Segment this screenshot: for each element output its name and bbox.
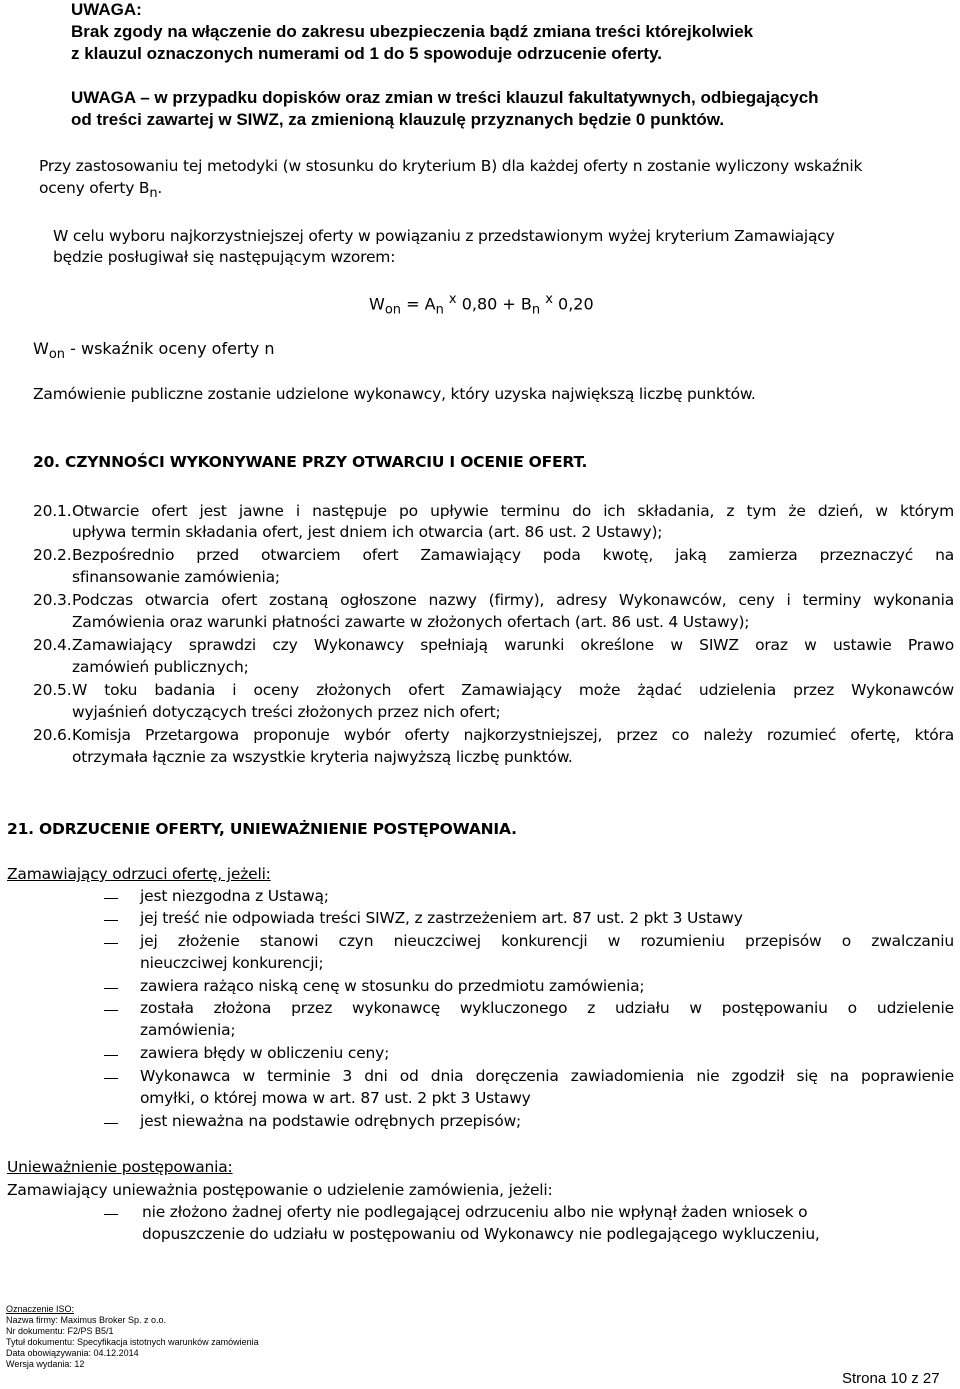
item-text: Podczas otwarcia ofert zostaną ogłoszone nazwy (firmy), adresy Wykonawców, ceny i terminy wykonania (72, 591, 954, 609)
award-statement: Zamówienie publiczne zostanie udzielone wykonawcy, który uzyska największą liczbę punktów. (33, 385, 756, 403)
annul-item: nie złożono żadnej oferty nie podlegającej odrzuceniu albo nie wpłynął żaden wniosek o (142, 1203, 808, 1221)
item-number: 20.4. (33, 636, 72, 654)
intro-line: W celu wyboru najkorzystniejszej oferty w powiązaniu z przedstawionym wyżej kryterium Zamawiający (53, 227, 835, 245)
method-line: Przy zastosowaniu tej metodyki (w stosunku do kryterium B) dla każdej oferty n zostanie wyliczony wskaźnik (39, 157, 863, 175)
dash-bullet (104, 1055, 118, 1056)
reject-item: zawiera błędy w obliczeniu ceny; (140, 1044, 390, 1062)
section-21-heading: 21. ODRZUCENIE OFERTY, UNIEWAŻNIENIE POSTĘPOWANIA. (7, 820, 517, 838)
warning-title: UWAGA: (71, 0, 142, 19)
warning-line: Brak zgody na włączenie do zakresu ubezpieczenia bądź zmiana treści którejkolwiek (71, 22, 754, 41)
item-text: zamówień publicznych; (72, 658, 249, 676)
item-text: otrzymała łącznie za wszystkie kryteria najwyższą liczbę punktów. (72, 748, 573, 766)
footer-date: Data obowiązywania: 04.12.2014 (6, 1348, 139, 1358)
item-text: wyjaśnień dotyczących treści złożonych przez nich ofert; (72, 703, 501, 721)
item-number: 20.5. (33, 681, 72, 699)
reject-item: zawiera rażąco niską cenę w stosunku do przedmiotu zamówienia; (140, 977, 645, 995)
warning-line: od treści zawartej w SIWZ, za zmienioną klauzulę przyznanych będzie 0 punktów. (71, 110, 725, 129)
reject-item: omyłki, o której mowa w art. 87 ust. 2 pkt 3 Ustawy (140, 1089, 531, 1107)
item-text: W toku badania i oceny złożonych ofert Zamawiający może żądać udzielenia przez Wykonawców (72, 681, 954, 699)
item-text: Komisja Przetargowa proponuje wybór oferty najkorzystniejszej, przez co należy rozumieć ofertę, która (72, 726, 954, 744)
dash-bullet (104, 1010, 118, 1011)
item-text: Otwarcie ofert jest jawne i następuje po upływie terminu do ich składania, z tym że dzień, w którym (72, 502, 954, 520)
annul-intro: Zamawiający unieważnia postępowanie o udzielenie zamówienia, jeżeli: (7, 1181, 553, 1199)
dash-bullet (104, 1078, 118, 1079)
dash-bullet (104, 1214, 118, 1215)
footer-version: Wersja wydania: 12 (6, 1359, 85, 1369)
dash-bullet (104, 898, 118, 899)
item-text: Zamówienia oraz warunki płatności zawarte w złożonych ofertach (art. 86 ust. 4 Ustawy); (72, 613, 750, 631)
annul-title: Unieważnienie postępowania: (7, 1158, 233, 1176)
warning-line: z klauzul oznaczonych numerami od 1 do 5 spowoduje odrzucenie oferty. (71, 44, 662, 63)
reject-item: nieuczciwej konkurencji; (140, 954, 324, 972)
method-line: oceny oferty $B_n$. (39, 179, 163, 202)
reject-title: Zamawiający odrzuci ofertę, jeżeli: (7, 865, 271, 883)
formula: $W_{on} = A_n$ $^x$ $0,80 + B_n$ $^x$ 0,20 (369, 292, 594, 318)
reject-item: zamówienia; (140, 1021, 236, 1039)
item-number: 20.2. (33, 546, 72, 564)
reject-item: jest nieważna na podstawie odrębnych przepisów; (140, 1112, 522, 1130)
annul-item: dopuszczenie do udziału w postępowaniu od Wykonawcy nie podlegającego wykluczeniu, (142, 1225, 820, 1243)
dash-bullet (104, 943, 118, 944)
page-number: Strona 10 z 27 (842, 1370, 940, 1387)
dash-bullet (104, 920, 118, 921)
footer-docno: Nr dokumentu: F2/PS B5/1 (6, 1326, 114, 1336)
reject-item: Wykonawca w terminie 3 dni od dnia doręczenia zawiadomienia nie zgodził się na poprawienie (140, 1067, 954, 1085)
item-number: 20.1. (33, 502, 72, 520)
dash-bullet (104, 988, 118, 989)
item-number: 20.6. (33, 726, 72, 744)
item-text: upływa termin składania ofert, jest dniem ich otwarcia (art. 86 ust. 2 Ustawy); (72, 523, 663, 541)
item-number: 20.3. (33, 591, 72, 609)
item-text: sfinansowanie zamówienia; (72, 568, 280, 586)
formula-legend: $W_{on}$ - wskaźnik oceny oferty n (33, 339, 275, 363)
footer-title: Tytuł dokumentu: Specyfikacja istotnych warunków zamówienia (6, 1337, 259, 1347)
item-text: Zamawiający sprawdzi czy Wykonawcy spełniają warunki określone w SIWZ oraz w ustawie Prawo (72, 636, 954, 654)
warning-line: UWAGA – w przypadku dopisków oraz zmian w treści klauzul fakultatywnych, odbiegających (71, 88, 819, 107)
reject-item: została złożona przez wykonawcę wykluczonego z udziału w postępowaniu o udzielenie (140, 999, 954, 1017)
reject-item: jej złożenie stanowi czyn nieuczciwej konkurencji w rozumieniu przepisów o zwalczaniu (140, 932, 954, 950)
reject-item: jest niezgodna z Ustawą; (140, 887, 329, 905)
item-text: Bezpośrednio przed otwarciem ofert Zamawiający poda kwotę, jaką zamierza przeznaczyć na (72, 546, 954, 564)
reject-item: jej treść nie odpowiada treści SIWZ, z zastrzeżeniem art. 87 ust. 2 pkt 3 Ustawy (140, 909, 743, 927)
section-20-heading: 20. CZYNNOŚCI WYKONYWANE PRZY OTWARCIU I OCENIE OFERT. (33, 453, 588, 471)
footer-iso: Oznaczenie ISO: (6, 1304, 75, 1314)
intro-line: będzie posługiwał się następującym wzorem: (53, 248, 396, 266)
dash-bullet (104, 1123, 118, 1124)
footer-company: Nazwa firmy: Maximus Broker Sp. z o.o. (6, 1315, 167, 1325)
